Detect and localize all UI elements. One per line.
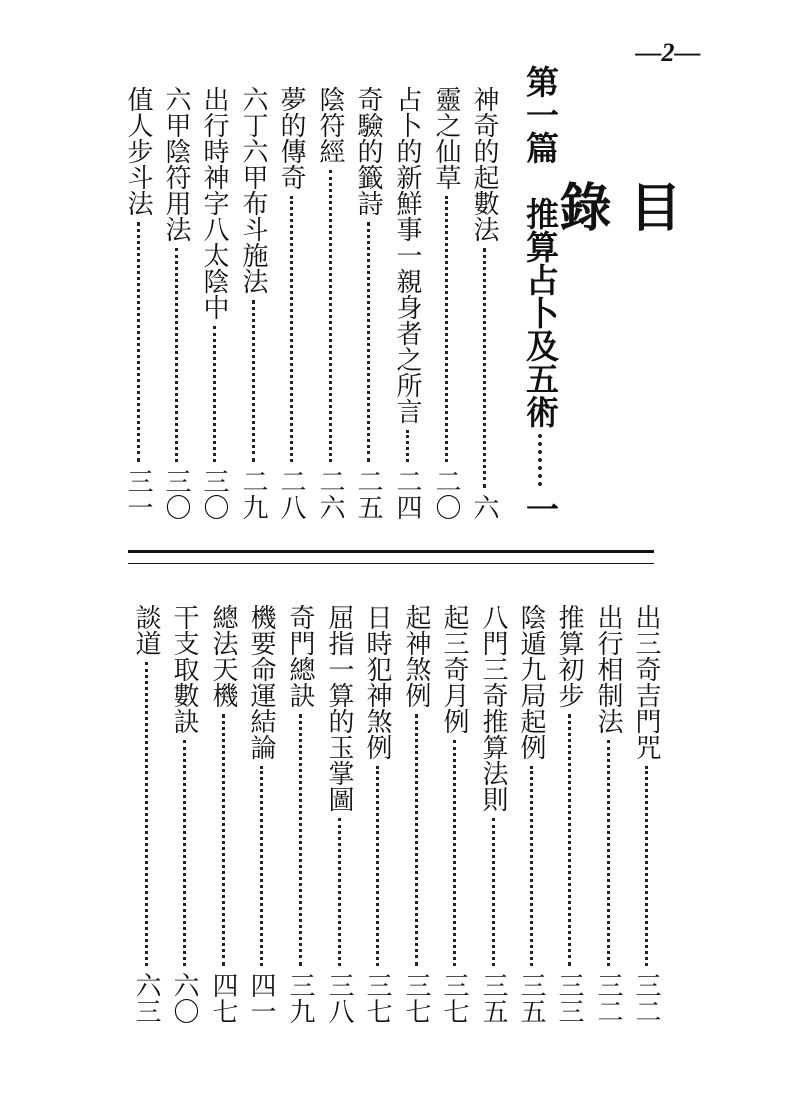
dot-leader — [483, 248, 486, 488]
toc-part-heading — [518, 65, 562, 525]
entry-title: 機要命運結論 — [246, 604, 276, 760]
entry-page: 二四 — [392, 468, 422, 520]
entry-page: 三七 — [362, 972, 392, 1024]
dot-leader — [607, 740, 610, 966]
entry-title: 出三奇吉門咒 — [631, 604, 661, 760]
entry-page: 三八 — [324, 972, 354, 1024]
dot-leader — [492, 818, 495, 966]
entry-page: 六三 — [131, 972, 161, 1024]
entry-page: 四七 — [208, 972, 238, 1024]
entry-page: 三三 — [554, 972, 584, 1024]
dot-leader — [376, 766, 379, 966]
dot-leader — [299, 714, 302, 966]
dot-leader — [175, 248, 178, 462]
entry-page: 一 — [521, 492, 560, 525]
entry-title: 推算初步 — [554, 604, 584, 708]
toc-entry — [321, 604, 357, 1024]
toc-entry — [350, 86, 386, 520]
dot-leader — [406, 430, 409, 462]
section-divider — [128, 550, 654, 564]
entry-title: 陰遁九局起例 — [516, 604, 546, 760]
entry-page: 二九 — [238, 468, 268, 520]
entry-page: 三五 — [516, 972, 546, 1024]
entry-title: 值人步斗法 — [123, 86, 153, 216]
dot-leader — [145, 662, 148, 966]
toc-entry — [359, 604, 395, 1024]
entry-title: 干支取數訣 — [169, 604, 199, 734]
toc-entry — [158, 86, 194, 520]
toc-entry — [312, 86, 348, 520]
dot-leader — [453, 740, 456, 966]
entry-title: 日時犯神煞例 — [362, 604, 392, 760]
entry-title: 陰符經 — [315, 86, 345, 164]
entry-title: 奇驗的籤詩 — [353, 86, 383, 216]
entry-page: 三七 — [439, 972, 469, 1024]
toc-entry — [282, 604, 318, 1024]
entry-page: 三二 — [593, 972, 623, 1024]
dot-leader — [338, 818, 341, 966]
toc-entry — [475, 604, 511, 1024]
toc-entry — [398, 604, 434, 1024]
toc-entry — [205, 604, 241, 1024]
toc-entry — [273, 86, 309, 520]
entry-page: 二〇 — [431, 468, 461, 520]
toc-entry — [628, 604, 664, 1024]
dot-leader — [290, 196, 293, 462]
toc-entry — [436, 604, 472, 1024]
entry-title: 奇門總訣 — [285, 604, 315, 708]
dot-leader — [645, 766, 648, 966]
entry-title: 起神煞例 — [401, 604, 431, 708]
toc-entry — [235, 86, 271, 520]
entry-title: 出行時神字八太陰中 — [199, 86, 229, 320]
entry-title: 屈指一算的玉掌圖 — [324, 604, 354, 812]
entry-page: 三二 — [631, 972, 661, 1024]
entry-title: 六丁六甲布斗施法 — [238, 86, 268, 294]
entry-page: 三九 — [285, 972, 315, 1024]
dot-leader — [538, 434, 542, 486]
entry-title: 談道 — [131, 604, 161, 656]
entry-title: 夢的傳奇 — [276, 86, 306, 190]
dot-leader — [445, 196, 448, 462]
toc-entry — [590, 604, 626, 1024]
entry-page: 二六 — [315, 468, 345, 520]
dot-leader — [213, 326, 216, 462]
dot-leader — [530, 766, 533, 966]
entry-page: 二八 — [276, 468, 306, 520]
toc-entry — [120, 86, 156, 520]
dot-leader — [260, 766, 263, 966]
toc-entry — [389, 86, 425, 520]
dot-leader — [183, 740, 186, 966]
entry-title: 總法天機 — [208, 604, 238, 708]
entry-page: 三一 — [123, 468, 153, 520]
dot-leader — [222, 714, 225, 966]
dot-leader — [367, 222, 370, 462]
entry-title: 靈之仙草 — [431, 86, 461, 190]
entry-page: 四一 — [246, 972, 276, 1024]
entry-title: 第一篇 推算占卜及五術 — [521, 65, 560, 428]
entry-title: 八門三奇推算法則 — [478, 604, 508, 812]
entry-page: 六〇 — [169, 972, 199, 1024]
dot-leader — [415, 714, 418, 966]
toc-entry — [196, 86, 232, 520]
entry-page: 二五 — [353, 468, 383, 520]
dot-leader — [568, 714, 571, 966]
toc-entry — [166, 604, 202, 1024]
entry-page: 三五 — [478, 972, 508, 1024]
toc-entry — [466, 86, 502, 520]
toc-entry — [513, 604, 549, 1024]
entry-page: 六 — [469, 494, 499, 520]
entry-title: 占卜的新鮮事一親身者之所言 — [392, 86, 422, 424]
toc-entry — [243, 604, 279, 1024]
toc-heading: 目 錄 — [550, 180, 680, 254]
entry-title: 神奇的起數法 — [469, 86, 499, 242]
entry-title: 六甲陰符用法 — [161, 86, 191, 242]
entry-page: 三七 — [401, 972, 431, 1024]
toc-entry — [428, 86, 464, 520]
toc-entry — [551, 604, 587, 1024]
dot-leader — [252, 300, 255, 462]
entry-title: 出行相制法 — [593, 604, 623, 734]
dot-leader — [137, 222, 140, 462]
entry-page: 三〇 — [199, 468, 229, 520]
page-number: —2— — [635, 38, 701, 67]
dot-leader — [329, 170, 332, 462]
entry-title: 起三奇月例 — [439, 604, 469, 734]
entry-page: 三〇 — [161, 468, 191, 520]
toc-entry — [128, 604, 164, 1024]
